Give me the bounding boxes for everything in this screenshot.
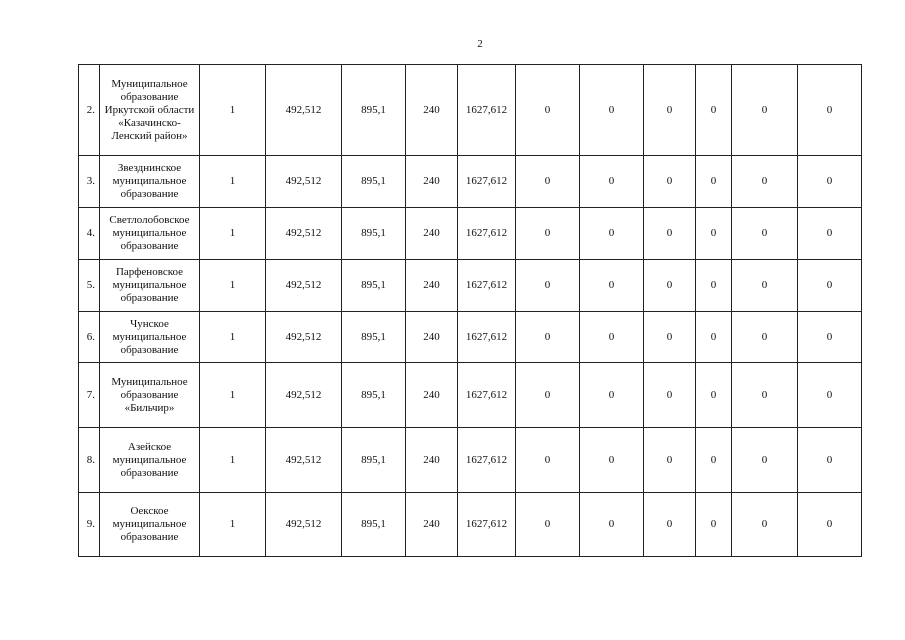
municipality-name-cell: Парфеновское муниципальное образование <box>100 260 200 312</box>
value-cell: 492,512 <box>266 156 342 208</box>
value-cell: 1 <box>200 260 266 312</box>
municipality-name-cell: Оекское муниципальное образование <box>100 493 200 557</box>
value-cell: 1627,612 <box>458 493 516 557</box>
value-cell: 0 <box>516 363 580 428</box>
municipality-name-cell: Муниципальное образование «Бильчир» <box>100 363 200 428</box>
page-number: 2 <box>477 38 483 50</box>
value-cell: 0 <box>516 156 580 208</box>
value-cell: 0 <box>732 156 798 208</box>
value-cell: 0 <box>644 208 696 260</box>
value-cell: 240 <box>406 363 458 428</box>
value-cell: 895,1 <box>342 428 406 493</box>
value-cell: 0 <box>696 312 732 363</box>
value-cell: 1627,612 <box>458 428 516 493</box>
value-cell: 1627,612 <box>458 65 516 156</box>
row-number-cell: 7. <box>79 363 100 428</box>
value-cell: 1627,612 <box>458 312 516 363</box>
value-cell: 492,512 <box>266 260 342 312</box>
value-cell: 895,1 <box>342 493 406 557</box>
value-cell: 0 <box>516 65 580 156</box>
municipality-name-cell: Азейское муниципальное образование <box>100 428 200 493</box>
value-cell: 0 <box>644 363 696 428</box>
row-number-cell: 5. <box>79 260 100 312</box>
value-cell: 240 <box>406 428 458 493</box>
value-cell: 0 <box>732 493 798 557</box>
value-cell: 0 <box>798 208 862 260</box>
value-cell: 895,1 <box>342 156 406 208</box>
municipality-name-cell: Муниципальное образование Иркутской области «Казачинско-Ленский район» <box>100 65 200 156</box>
value-cell: 0 <box>644 260 696 312</box>
value-cell: 895,1 <box>342 208 406 260</box>
value-cell: 0 <box>696 260 732 312</box>
value-cell: 895,1 <box>342 260 406 312</box>
value-cell: 0 <box>644 156 696 208</box>
value-cell: 0 <box>732 312 798 363</box>
value-cell: 1 <box>200 493 266 557</box>
value-cell: 0 <box>644 493 696 557</box>
value-cell: 0 <box>798 65 862 156</box>
value-cell: 0 <box>798 493 862 557</box>
row-number-cell: 6. <box>79 312 100 363</box>
table-row <box>79 312 862 363</box>
row-number-cell: 9. <box>79 493 100 557</box>
value-cell: 0 <box>696 65 732 156</box>
value-cell: 240 <box>406 493 458 557</box>
table-row <box>79 260 862 312</box>
value-cell: 1 <box>200 428 266 493</box>
value-cell: 1627,612 <box>458 208 516 260</box>
value-cell: 0 <box>516 493 580 557</box>
value-cell: 0 <box>644 312 696 363</box>
row-number-cell: 2. <box>79 65 100 156</box>
table-row <box>79 428 862 493</box>
value-cell: 0 <box>732 260 798 312</box>
value-cell: 0 <box>580 312 644 363</box>
value-cell: 0 <box>798 312 862 363</box>
value-cell: 895,1 <box>342 65 406 156</box>
value-cell: 0 <box>732 208 798 260</box>
value-cell: 0 <box>798 260 862 312</box>
value-cell: 492,512 <box>266 312 342 363</box>
value-cell: 895,1 <box>342 363 406 428</box>
value-cell: 492,512 <box>266 208 342 260</box>
value-cell: 240 <box>406 312 458 363</box>
table-row <box>79 363 862 428</box>
value-cell: 1627,612 <box>458 156 516 208</box>
value-cell: 492,512 <box>266 493 342 557</box>
municipality-name-cell: Звезднинское муниципальное образование <box>100 156 200 208</box>
row-number-cell: 4. <box>79 208 100 260</box>
value-cell: 0 <box>696 363 732 428</box>
value-cell: 240 <box>406 208 458 260</box>
table-body <box>79 65 862 557</box>
value-cell: 0 <box>580 428 644 493</box>
value-cell: 492,512 <box>266 65 342 156</box>
value-cell: 0 <box>696 493 732 557</box>
value-cell: 0 <box>580 363 644 428</box>
row-number-cell: 3. <box>79 156 100 208</box>
value-cell: 895,1 <box>342 312 406 363</box>
value-cell: 0 <box>580 260 644 312</box>
value-cell: 0 <box>516 312 580 363</box>
row-number-cell: 8. <box>79 428 100 493</box>
value-cell: 0 <box>644 428 696 493</box>
value-cell: 1627,612 <box>458 260 516 312</box>
value-cell: 0 <box>798 428 862 493</box>
value-cell: 0 <box>580 493 644 557</box>
value-cell: 0 <box>696 208 732 260</box>
value-cell: 492,512 <box>266 428 342 493</box>
value-cell: 240 <box>406 156 458 208</box>
value-cell: 492,512 <box>266 363 342 428</box>
value-cell: 1 <box>200 208 266 260</box>
value-cell: 1 <box>200 363 266 428</box>
value-cell: 1627,612 <box>458 363 516 428</box>
value-cell: 1 <box>200 312 266 363</box>
value-cell: 0 <box>798 156 862 208</box>
municipal-data-table <box>78 64 862 557</box>
value-cell: 0 <box>696 156 732 208</box>
value-cell: 0 <box>516 208 580 260</box>
value-cell: 0 <box>732 363 798 428</box>
value-cell: 0 <box>580 65 644 156</box>
table-row <box>79 156 862 208</box>
municipality-name-cell: Светлолобовское муниципальное образование <box>100 208 200 260</box>
table-row <box>79 65 862 156</box>
value-cell: 0 <box>732 428 798 493</box>
table-row <box>79 208 862 260</box>
value-cell: 240 <box>406 260 458 312</box>
value-cell: 0 <box>580 208 644 260</box>
value-cell: 0 <box>516 428 580 493</box>
value-cell: 0 <box>798 363 862 428</box>
value-cell: 0 <box>696 428 732 493</box>
value-cell: 1 <box>200 65 266 156</box>
table-row <box>79 493 862 557</box>
value-cell: 0 <box>516 260 580 312</box>
value-cell: 240 <box>406 65 458 156</box>
value-cell: 0 <box>644 65 696 156</box>
value-cell: 0 <box>732 65 798 156</box>
municipality-name-cell: Чунское муниципальное образование <box>100 312 200 363</box>
value-cell: 1 <box>200 156 266 208</box>
value-cell: 0 <box>580 156 644 208</box>
